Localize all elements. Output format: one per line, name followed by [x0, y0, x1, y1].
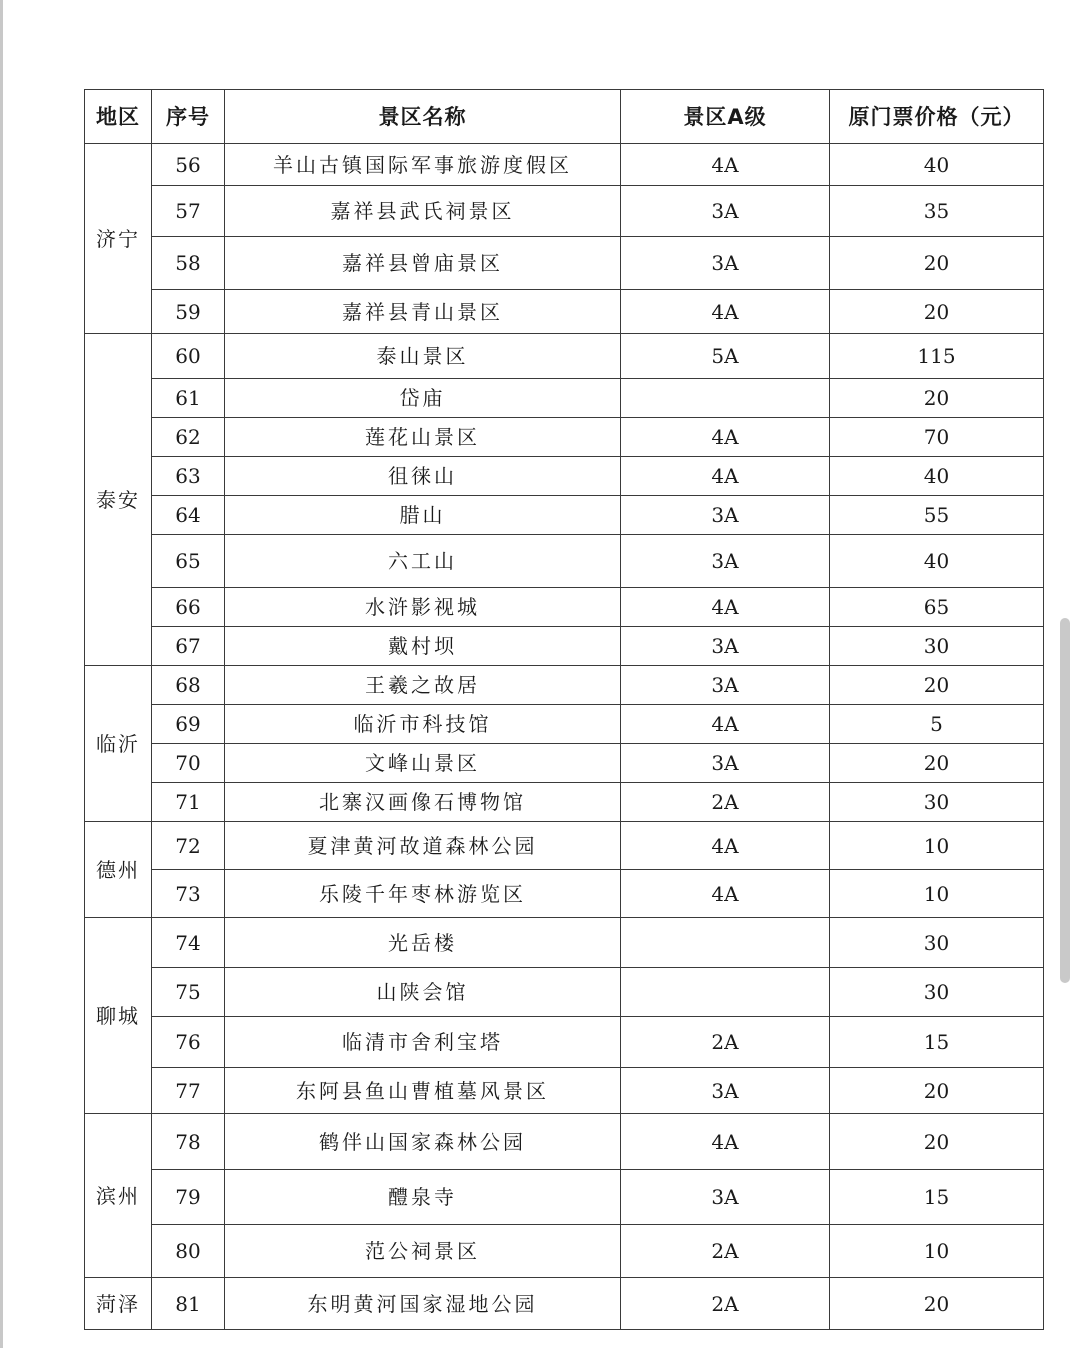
scenic-name-cell: 临清市舍利宝塔	[225, 1017, 621, 1068]
region-cell: 聊城	[85, 918, 152, 1114]
price-cell: 30	[830, 627, 1044, 666]
table-row	[85, 1278, 1044, 1330]
a-level-cell	[621, 968, 830, 1017]
table-row	[85, 666, 1044, 705]
scenic-price-table	[84, 89, 1044, 1330]
table-row	[85, 290, 1044, 334]
table-row	[85, 588, 1044, 627]
scenic-name-cell: 戴村坝	[225, 627, 621, 666]
number-cell: 64	[152, 496, 225, 535]
a-level-cell: 3A	[621, 186, 830, 237]
table-body	[85, 144, 1044, 1330]
price-cell: 30	[830, 918, 1044, 968]
number-cell: 70	[152, 744, 225, 783]
table-row	[85, 1017, 1044, 1068]
a-level-cell: 4A	[621, 870, 830, 918]
price-cell: 70	[830, 418, 1044, 457]
price-cell: 20	[830, 237, 1044, 290]
number-cell: 58	[152, 237, 225, 290]
number-cell: 75	[152, 968, 225, 1017]
table-row	[85, 496, 1044, 535]
scenic-name-cell: 东明黄河国家湿地公园	[225, 1278, 621, 1330]
scenic-name-cell: 岱庙	[225, 379, 621, 418]
price-cell: 30	[830, 968, 1044, 1017]
a-level-cell: 2A	[621, 783, 830, 822]
a-level-cell: 2A	[621, 1017, 830, 1068]
a-level-cell: 3A	[621, 666, 830, 705]
a-level-cell: 4A	[621, 418, 830, 457]
number-cell: 78	[152, 1114, 225, 1170]
a-level-cell: 3A	[621, 1068, 830, 1114]
number-cell: 73	[152, 870, 225, 918]
scenic-name-cell: 嘉祥县武氏祠景区	[225, 186, 621, 237]
region-cell: 菏泽	[85, 1278, 152, 1330]
number-cell: 80	[152, 1225, 225, 1278]
scenic-name-cell: 山陕会馆	[225, 968, 621, 1017]
scenic-name-cell: 羊山古镇国际军事旅游度假区	[225, 144, 621, 186]
a-level-cell	[621, 379, 830, 418]
scenic-name-cell: 鹤伴山国家森林公园	[225, 1114, 621, 1170]
scenic-name-cell: 泰山景区	[225, 334, 621, 379]
table-row	[85, 144, 1044, 186]
a-level-cell: 4A	[621, 1114, 830, 1170]
price-cell: 20	[830, 1114, 1044, 1170]
price-cell: 10	[830, 822, 1044, 870]
number-cell: 63	[152, 457, 225, 496]
page-left-edge	[0, 0, 3, 1348]
scenic-name-cell: 光岳楼	[225, 918, 621, 968]
table-row	[85, 968, 1044, 1017]
scenic-name-cell: 六工山	[225, 535, 621, 588]
table-header-row	[85, 90, 1044, 144]
header-a-level: 景区A级	[621, 90, 830, 144]
table-row	[85, 186, 1044, 237]
table-row	[85, 783, 1044, 822]
number-cell: 79	[152, 1170, 225, 1225]
a-level-cell: 4A	[621, 457, 830, 496]
a-level-cell: 3A	[621, 744, 830, 783]
scenic-name-cell: 文峰山景区	[225, 744, 621, 783]
price-cell: 115	[830, 334, 1044, 379]
scenic-name-cell: 水浒影视城	[225, 588, 621, 627]
a-level-cell: 4A	[621, 822, 830, 870]
region-cell: 济宁	[85, 144, 152, 334]
price-cell: 35	[830, 186, 1044, 237]
price-cell: 30	[830, 783, 1044, 822]
number-cell: 60	[152, 334, 225, 379]
number-cell: 56	[152, 144, 225, 186]
scenic-name-cell: 东阿县鱼山曹植墓风景区	[225, 1068, 621, 1114]
price-cell: 10	[830, 1225, 1044, 1278]
table-row	[85, 918, 1044, 968]
number-cell: 65	[152, 535, 225, 588]
price-cell: 40	[830, 457, 1044, 496]
a-level-cell	[621, 918, 830, 968]
price-cell: 20	[830, 290, 1044, 334]
header-original-price: 原门票价格（元）	[830, 90, 1044, 144]
price-cell: 55	[830, 496, 1044, 535]
price-cell: 5	[830, 705, 1044, 744]
table-row	[85, 379, 1044, 418]
table-row	[85, 822, 1044, 870]
number-cell: 69	[152, 705, 225, 744]
number-cell: 74	[152, 918, 225, 968]
scenic-name-cell: 醴泉寺	[225, 1170, 621, 1225]
a-level-cell: 4A	[621, 705, 830, 744]
price-cell: 40	[830, 535, 1044, 588]
a-level-cell: 3A	[621, 496, 830, 535]
price-cell: 20	[830, 1068, 1044, 1114]
region-cell: 临沂	[85, 666, 152, 822]
scenic-name-cell: 北寨汉画像石博物馆	[225, 783, 621, 822]
number-cell: 59	[152, 290, 225, 334]
price-cell: 15	[830, 1017, 1044, 1068]
scenic-name-cell: 莲花山景区	[225, 418, 621, 457]
a-level-cell: 4A	[621, 144, 830, 186]
price-cell: 65	[830, 588, 1044, 627]
number-cell: 72	[152, 822, 225, 870]
a-level-cell: 2A	[621, 1278, 830, 1330]
header-region: 地区	[85, 90, 152, 144]
number-cell: 71	[152, 783, 225, 822]
number-cell: 81	[152, 1278, 225, 1330]
region-cell: 滨州	[85, 1114, 152, 1278]
table-row	[85, 705, 1044, 744]
price-cell: 10	[830, 870, 1044, 918]
table-row	[85, 1225, 1044, 1278]
scrollbar-thumb[interactable]	[1060, 618, 1070, 983]
scenic-name-cell: 腊山	[225, 496, 621, 535]
scenic-name-cell: 嘉祥县曾庙景区	[225, 237, 621, 290]
table-row	[85, 237, 1044, 290]
price-cell: 20	[830, 744, 1044, 783]
price-cell: 20	[830, 1278, 1044, 1330]
number-cell: 76	[152, 1017, 225, 1068]
scenic-name-cell: 夏津黄河故道森林公园	[225, 822, 621, 870]
scenic-name-cell: 乐陵千年枣林游览区	[225, 870, 621, 918]
scenic-name-cell: 徂徕山	[225, 457, 621, 496]
number-cell: 57	[152, 186, 225, 237]
a-level-cell: 4A	[621, 290, 830, 334]
table-row	[85, 744, 1044, 783]
header-number: 序号	[152, 90, 225, 144]
table-row	[85, 535, 1044, 588]
table-row	[85, 627, 1044, 666]
a-level-cell: 4A	[621, 588, 830, 627]
a-level-cell: 3A	[621, 237, 830, 290]
number-cell: 66	[152, 588, 225, 627]
header-scenic-name: 景区名称	[225, 90, 621, 144]
scenic-name-cell: 临沂市科技馆	[225, 705, 621, 744]
a-level-cell: 3A	[621, 535, 830, 588]
price-cell: 20	[830, 379, 1044, 418]
table-row	[85, 1170, 1044, 1225]
scenic-name-cell: 范公祠景区	[225, 1225, 621, 1278]
table-row	[85, 1068, 1044, 1114]
table-row	[85, 457, 1044, 496]
number-cell: 67	[152, 627, 225, 666]
a-level-cell: 2A	[621, 1225, 830, 1278]
region-cell: 泰安	[85, 334, 152, 666]
a-level-cell: 3A	[621, 627, 830, 666]
table-row	[85, 334, 1044, 379]
a-level-cell: 5A	[621, 334, 830, 379]
price-cell: 15	[830, 1170, 1044, 1225]
scenic-name-cell: 王羲之故居	[225, 666, 621, 705]
number-cell: 61	[152, 379, 225, 418]
table-row	[85, 870, 1044, 918]
number-cell: 62	[152, 418, 225, 457]
a-level-cell: 3A	[621, 1170, 830, 1225]
price-cell: 40	[830, 144, 1044, 186]
table-row	[85, 418, 1044, 457]
region-cell: 德州	[85, 822, 152, 918]
number-cell: 77	[152, 1068, 225, 1114]
number-cell: 68	[152, 666, 225, 705]
price-cell: 20	[830, 666, 1044, 705]
scenic-name-cell: 嘉祥县青山景区	[225, 290, 621, 334]
table-row	[85, 1114, 1044, 1170]
